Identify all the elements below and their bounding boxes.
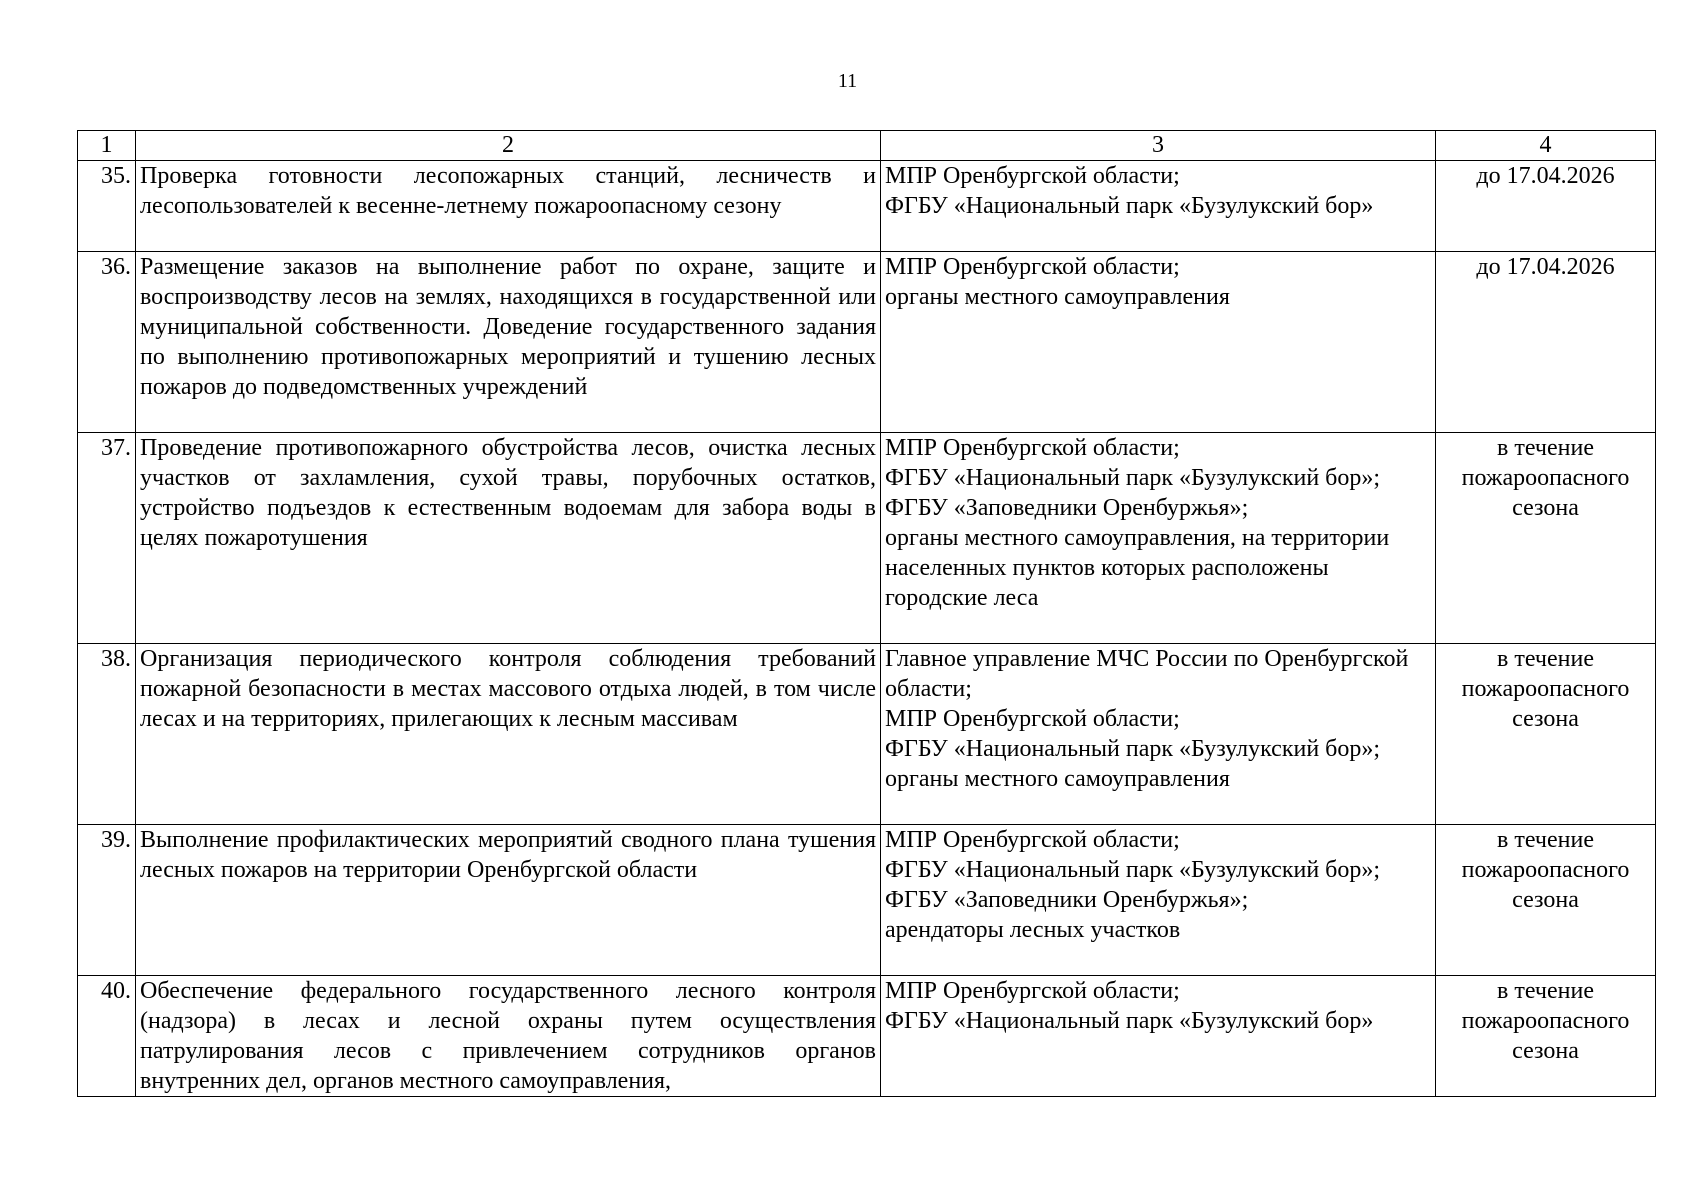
responsible-executors [881, 433, 1436, 644]
executor-line: ФГБУ «Заповедники Оренбуржья»; [885, 495, 1249, 521]
measure-description [136, 976, 881, 1097]
executor-line: ФГБУ «Национальный парк «Бузулукский бор» [885, 193, 1374, 219]
deadline: в течение пожароопасного сезона [1436, 825, 1656, 976]
responsible-executors [881, 976, 1436, 1097]
executor-line: арендаторы лесных участков [885, 917, 1181, 943]
executor-line: ФГБУ «Национальный парк «Бузулукский бор»; [885, 857, 1381, 883]
page-number: 11 [837, 70, 858, 92]
responsible-executors [881, 644, 1436, 825]
executor-line: МПР Оренбургской области; [885, 254, 1180, 280]
executor-line: МПР Оренбургской области; [885, 827, 1180, 853]
measure-description: Организация периодического контроля соблюдения требований пожарной безопасности в местах массового отдыха людей, в том числе лесах и на территориях, прилегающих к лесным массивам [136, 644, 881, 825]
deadline: в течение пожароопасного сезона [1436, 433, 1656, 644]
row-number: 36. [78, 252, 136, 433]
column-header: 3 [881, 131, 1436, 161]
column-header: 4 [1436, 131, 1656, 161]
measure-description: Проведение противопожарного обустройства лесов, очистка лесных участков от захламления, сухой травы, порубочных остатков, устройство подъездов к естественным водоемам для забора воды в целях пожаротушения [136, 433, 881, 644]
executor-line: МПР Оренбургской области; [885, 163, 1180, 189]
row-number: 37. [78, 433, 136, 644]
column-header: 2 [136, 131, 881, 161]
table-row [78, 161, 1656, 252]
measure-description-text: Обеспечение федерального государственного лесного контроля (надзора) в лесах и лесной охраны путем осуществления патрулирования лесов с привлечением сотрудников органов внутренних дел, органов местного самоуправления, [140, 978, 876, 1094]
row-number: 35. [78, 161, 136, 252]
measure-description: Проверка готовности лесопожарных станций, лесничеств и лесопользователей к весенне-летнему пожароопасному сезону [136, 161, 881, 252]
table-header-row [78, 131, 1656, 161]
deadline: до 17.04.2026 [1436, 161, 1656, 252]
deadline: в течение пожароопасного сезона [1436, 644, 1656, 825]
table-row [78, 433, 1656, 644]
responsible-executors [881, 161, 1436, 252]
executor-line: органы местного самоуправления [885, 284, 1230, 310]
measures-table [77, 130, 1656, 1097]
row-number: 40. [78, 976, 136, 1097]
table-row [78, 252, 1656, 433]
responsible-executors [881, 825, 1436, 976]
deadline: до 17.04.2026 [1436, 252, 1656, 433]
executor-line: органы местного самоуправления, на территории населенных пунктов которых расположены городские леса [885, 525, 1390, 611]
column-header: 1 [78, 131, 136, 161]
executor-line: МПР Оренбургской области; [885, 978, 1180, 1004]
measure-description: Размещение заказов на выполнение работ по охране, защите и воспроизводству лесов на землях, находящихся в государственной или муниципальной собственности. Доведение государственного задания по выполнению противопожарных мероприятий и тушению лесных пожаров до подведомственных учреждений [136, 252, 881, 433]
executor-line: ФГБУ «Заповедники Оренбуржья»; [885, 887, 1249, 913]
table-row [78, 825, 1656, 976]
measure-description: Выполнение профилактических мероприятий сводного плана тушения лесных пожаров на территории Оренбургской области [136, 825, 881, 976]
executor-line: МПР Оренбургской области; [885, 706, 1180, 732]
table-row [78, 644, 1656, 825]
executor-line: органы местного самоуправления [885, 766, 1230, 792]
executor-line: МПР Оренбургской области; [885, 435, 1180, 461]
responsible-executors [881, 252, 1436, 433]
executor-line: Главное управление МЧС России по Оренбургской области; [885, 646, 1409, 702]
executor-line: ФГБУ «Национальный парк «Бузулукский бор» [885, 1008, 1374, 1034]
executor-line: ФГБУ «Национальный парк «Бузулукский бор»; [885, 736, 1381, 762]
deadline: в течение пожароопасного сезона [1436, 976, 1656, 1097]
table-row [78, 976, 1656, 1097]
row-number: 38. [78, 644, 136, 825]
executor-line: ФГБУ «Национальный парк «Бузулукский бор»; [885, 465, 1381, 491]
row-number: 39. [78, 825, 136, 976]
